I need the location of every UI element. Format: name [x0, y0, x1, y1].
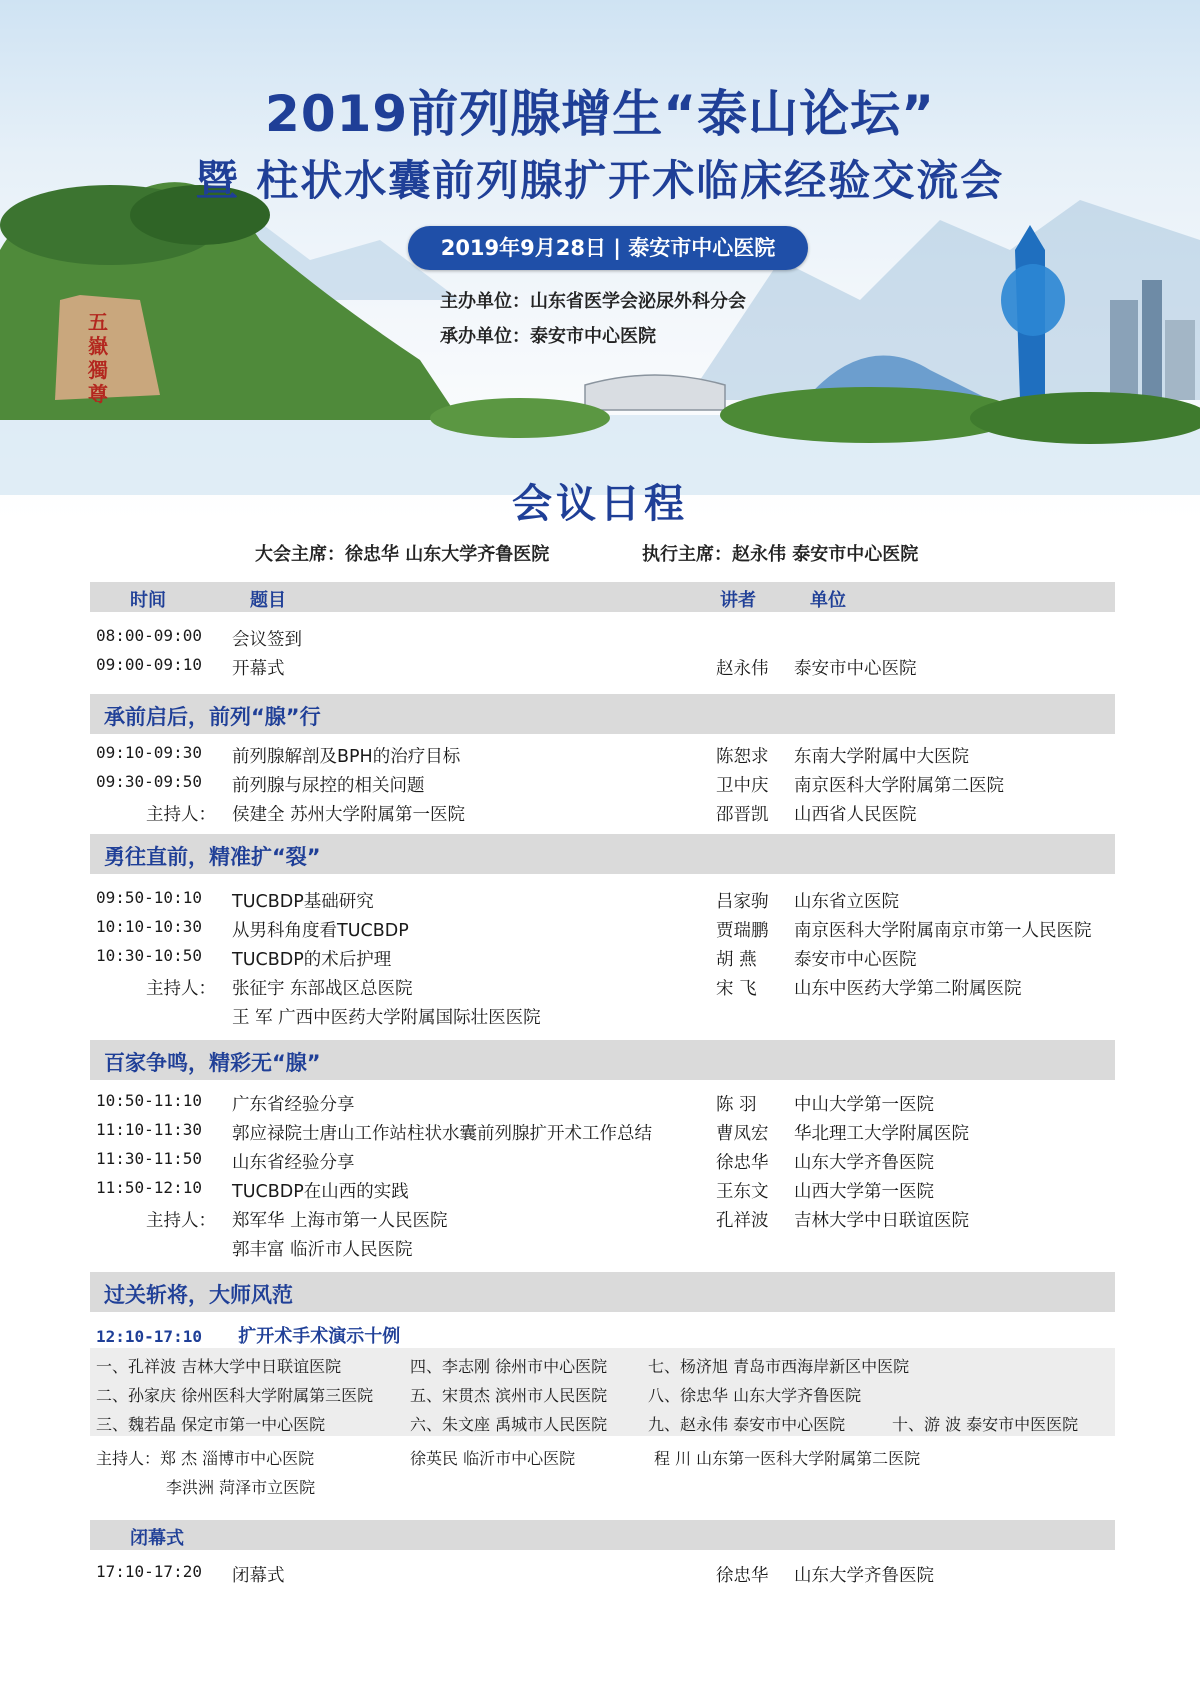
row-topic: 开幕式	[232, 659, 285, 679]
surgery-time: 12:10-17:10	[96, 1327, 202, 1346]
host-name: 郭丰富 临沂市人民医院	[232, 1240, 413, 1260]
row-unit: 南京医科大学附属南京市第一人民医院	[794, 921, 1092, 941]
table-row	[0, 1562, 1200, 1590]
main-title: 2019前列腺增生“泰山论坛”	[265, 85, 935, 143]
agenda-title: 会议日程	[512, 481, 688, 527]
date-venue-badge: 2019年9月28日 | 泰安市中心医院	[408, 226, 808, 270]
table-row	[0, 1149, 1200, 1177]
row-topic: 郭应禄院士唐山工作站柱状水囊前列腺扩开术工作总结	[232, 1124, 652, 1144]
row-unit: 中山大学第一医院	[794, 1095, 934, 1115]
demo-item: 四、李志刚 徐州市中心医院	[410, 1357, 608, 1376]
host-row	[0, 1004, 1200, 1032]
table-row	[0, 888, 1200, 916]
row-topic: 闭幕式	[232, 1566, 285, 1586]
surgery-session	[96, 1322, 400, 1348]
organizer: 承办单位：泰安市中心医院	[440, 326, 656, 347]
row-time: 10:50-11:10	[96, 1091, 202, 1110]
row-topic: 前列腺解剖及BPH的治疗目标	[232, 747, 461, 767]
table-row	[0, 743, 1200, 771]
table-row	[0, 1178, 1200, 1206]
rock-inscription: 五嶽獨尊	[88, 310, 108, 406]
row-unit: 山东省立医院	[794, 892, 899, 912]
demo-item: 三、魏若晶 保定市第一中心医院	[96, 1415, 326, 1434]
surgery-host: 程 川 山东第一医科大学附属第二医院	[654, 1449, 921, 1468]
section-title: 勇往直前，精准扩“裂”	[104, 845, 321, 869]
demo-item: 一、孔祥波 吉林大学中日联谊医院	[96, 1357, 342, 1376]
host-unit: 山东中医药大学第二附属医院	[794, 979, 1022, 999]
row-time: 09:50-10:10	[96, 888, 202, 907]
row-time: 09:00-09:10	[96, 655, 202, 674]
row-unit: 南京医科大学附属第二医院	[794, 776, 1004, 796]
row-speaker: 陈恕求	[716, 747, 769, 767]
row-topic: TUCBDP在山西的实践	[232, 1182, 409, 1202]
host-name: 王 军 广西中医药大学附属国际壮医医院	[232, 1008, 541, 1028]
column-topic: 题目	[250, 590, 286, 611]
demo-item: 九、赵永伟 泰安市中心医院	[648, 1415, 846, 1434]
table-row	[0, 1120, 1200, 1148]
row-unit: 山东大学齐鲁医院	[794, 1566, 934, 1586]
row-time: 08:00-09:00	[96, 626, 202, 645]
row-topic: 从男科角度看TUCBDP	[232, 921, 409, 941]
row-speaker: 徐忠华	[716, 1153, 769, 1173]
column-time: 时间	[130, 590, 166, 611]
host-name: 宋 飞	[716, 979, 757, 999]
host-unit: 山西省人民医院	[794, 805, 917, 825]
row-topic: TUCBDP的术后护理	[232, 950, 392, 970]
row-topic: TUCBDP基础研究	[232, 892, 374, 912]
host-name: 郑军华 上海市第一人民医院	[232, 1211, 448, 1231]
host-label: 主持人：	[146, 805, 216, 825]
row-speaker: 徐忠华	[716, 1566, 769, 1586]
row-time: 09:30-09:50	[96, 772, 202, 791]
demo-item: 二、孙家庆 徐州医科大学附属第三医院	[96, 1386, 374, 1405]
row-topic: 广东省经验分享	[232, 1095, 355, 1115]
row-unit: 华北理工大学附属医院	[794, 1124, 969, 1144]
closing-title: 闭幕式	[130, 1528, 184, 1549]
surgery-host: 徐英民 临沂市中心医院	[410, 1449, 576, 1468]
host-name: 邵晋凯	[716, 805, 769, 825]
column-unit: 单位	[810, 590, 846, 611]
row-speaker: 曹凤宏	[716, 1124, 769, 1144]
host-label: 主持人：	[146, 1211, 216, 1231]
host-row	[0, 1236, 1200, 1264]
surgery-host: 主持人：郑 杰 淄博市中心医院	[96, 1449, 315, 1468]
row-speaker: 吕家驹	[716, 892, 769, 912]
section-title: 百家争鸣，精彩无“腺”	[104, 1051, 321, 1075]
surgery-host: 李洪洲 菏泽市立医院	[166, 1478, 316, 1497]
row-unit: 泰安市中心医院	[794, 659, 917, 679]
row-time: 11:50-12:10	[96, 1178, 202, 1197]
row-time: 10:10-10:30	[96, 917, 202, 936]
row-speaker: 卫中庆	[716, 776, 769, 796]
row-unit: 泰安市中心医院	[794, 950, 917, 970]
host-organization: 主办单位：山东省医学会泌尿外科分会	[440, 291, 746, 312]
demo-item: 十、游 波 泰安市中医医院	[892, 1415, 1079, 1434]
conference-chair: 大会主席：徐忠华 山东大学齐鲁医院	[255, 544, 550, 565]
section-title: 过关斩将，大师风范	[104, 1283, 293, 1307]
sub-title: 暨 柱状水囊前列腺扩开术临床经验交流会	[195, 156, 1005, 205]
demo-item: 八、徐忠华 山东大学齐鲁医院	[648, 1386, 862, 1405]
host-name: 张征宇 东部战区总医院	[232, 979, 413, 999]
host-row	[0, 1207, 1200, 1235]
row-time: 11:10-11:30	[96, 1120, 202, 1139]
row-speaker: 赵永伟	[716, 659, 769, 679]
host-name: 孔祥波	[716, 1211, 769, 1231]
table-row	[0, 1091, 1200, 1119]
column-header-band	[90, 582, 1115, 612]
table-row	[0, 917, 1200, 945]
host-row	[0, 801, 1200, 829]
row-topic: 前列腺与尿控的相关问题	[232, 776, 425, 796]
demo-item: 五、宋贯杰 滨州市人民医院	[410, 1386, 608, 1405]
row-unit: 山西大学第一医院	[794, 1182, 934, 1202]
closing-band	[90, 1520, 1115, 1550]
row-speaker: 王东文	[716, 1182, 769, 1202]
column-speaker: 讲者	[720, 590, 756, 611]
demo-item: 六、朱文座 禹城市人民医院	[410, 1415, 608, 1434]
row-speaker: 胡 燕	[716, 950, 757, 970]
table-row	[0, 626, 1200, 654]
row-speaker: 贾瑞鹏	[716, 921, 769, 941]
row-time: 17:10-17:20	[96, 1562, 202, 1581]
row-speaker: 陈 羽	[716, 1095, 757, 1115]
host-row	[0, 975, 1200, 1003]
row-topic: 山东省经验分享	[232, 1153, 355, 1173]
row-time: 11:30-11:50	[96, 1149, 202, 1168]
surgery-label: 扩开术手术演示十例	[238, 1326, 401, 1347]
host-name: 侯建全 苏州大学附属第一医院	[232, 805, 466, 825]
table-row	[0, 655, 1200, 683]
table-row	[0, 946, 1200, 974]
table-row	[0, 772, 1200, 800]
host-unit: 吉林大学中日联谊医院	[794, 1211, 969, 1231]
row-time: 10:30-10:50	[96, 946, 202, 965]
section-title: 承前启后，前列“腺”行	[104, 705, 321, 729]
row-topic: 会议签到	[232, 630, 302, 650]
row-unit: 东南大学附属中大医院	[794, 747, 969, 767]
row-time: 09:10-09:30	[96, 743, 202, 762]
row-unit: 山东大学齐鲁医院	[794, 1153, 934, 1173]
host-label: 主持人：	[146, 979, 216, 999]
executive-chair: 执行主席：赵永伟 泰安市中心医院	[642, 544, 919, 565]
demo-item: 七、杨济旭 青岛市西海岸新区中医院	[648, 1357, 910, 1376]
